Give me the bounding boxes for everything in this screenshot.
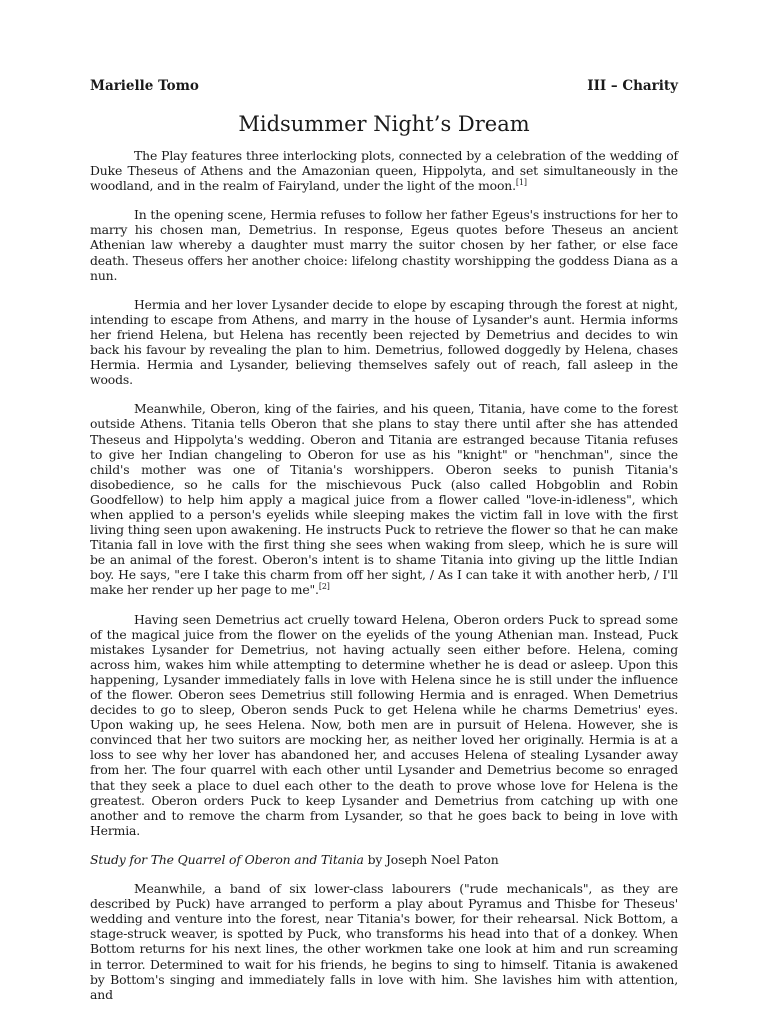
- paragraph: Hermia and her lover Lysander decide to elope by escaping through the forest at night, intending to escape from Athens, and marry in the house of Lysander's aunt. Hermia informs her friend Helena, but Helena has recently been rejected by Demetrius and decides to win back his favour by revealing the plan to him. Demetrius, followed doggedly by Helena, chases Hermia. Hermia and Lysander, believing themselves safely out of reach, fall asleep in the woods.: [90, 296, 678, 388]
- image-caption: [90, 852, 678, 867]
- footnote-ref: [2]: [318, 582, 330, 592]
- footnote-ref: [1]: [515, 178, 527, 188]
- document-title: Midsummer Night’s Dream: [238, 112, 530, 136]
- paragraph: Having seen Demetrius act cruelly toward Helena, Oberon orders Puck to spread some of the magical juice from the flower on the eyelids of the young Athenian man. Instead, Puck mistakes Lysander for Demetrius, not having actually seen either before. Helena, coming across him, wakes him while attempting to determine whether he is dead or asleep. Upon this happening, Lysander immediately falls in love with Helena since he is still under the influence of the flower. Oberon sees Demetrius still following Hermia and is enraged. When Demetrius decides to go to sleep, Oberon sends Puck to get Helena while he charms Demetrius' eyes. Upon waking up, he sees Helena. Now, both men are in pursuit of Helena. However, she is convinced that her two suitors are mocking her, as neither loved her originally. Hermia is at a loss to see why her lover has abandoned her, and accuses Helena of stealing Lysander away from her. The four quarrel with each other until Lysander and Demetrius become so enraged that they seek a place to duel each other to the death to prove whose love for Helena is the greatest. Oberon orders Puck to keep Lysander and Demetrius from catching up with one another and to remove the charm from Lysander, so that he goes back to being in love with Hermia.: [90, 611, 678, 838]
- paragraph: The Play features three interlocking plots, connected by a celebration of the wedding of Duke Theseus of Athens and the Amazonian queen, Hippolyta, and set simultaneously in the woodland, and in the realm of Fairyland, under the light of the moon.[1]: [90, 148, 678, 194]
- page-header: [90, 78, 678, 100]
- author-name: Marielle Tomo: [90, 78, 199, 94]
- caption-credit: by Joseph Noel Paton: [363, 851, 499, 867]
- paragraph: Meanwhile, a band of six lower-class labourers ("rude mechanicals", as they are described by Puck) have arranged to perform a play about Pyramus and Thisbe for Theseus' wedding and venture into the forest, near Titania's bower, for their rehearsal. Nick Bottom, a stage-struck weaver, is spotted by Puck, who transforms his head into that of a donkey. When Bottom returns for his next lines, the other workmen take one look at him and run screaming in terror. Determined to wait for his friends, he begins to sing to himself. Titania is awakened by Bottom's singing and immediately falls in love with him. She lavishes him with attention, and: [90, 881, 678, 1002]
- paragraph: In the opening scene, Hermia refuses to follow her father Egeus's instructions for her to marry his chosen man, Demetrius. In response, Egeus quotes before Theseus an ancient Athenian law whereby a daughter must marry the suitor chosen by her father, or else face death. Theseus offers her another choice: lifelong chastity worshipping the goddess Diana as a nun.: [90, 207, 678, 283]
- section-label: III – Charity: [587, 78, 678, 94]
- caption-title: Study for The Quarrel of Oberon and Titania: [90, 851, 364, 867]
- document-body: [90, 148, 678, 1002]
- paragraph: Meanwhile, Oberon, king of the fairies, and his queen, Titania, have come to the forest outside Athens. Titania tells Oberon that she plans to stay there until after she has attended Theseus and Hippolyta's wedding. Oberon and Titania are estranged because Titania refuses to give her Indian changeling to Oberon for use as his "knight" or "henchman", since the child's mother was one of Titania's worshippers. Oberon seeks to punish Titania's disobedience, so he calls for the mischievous Puck (also called Hobgoblin and Robin Goodfellow) to help him apply a magical juice from a flower called "love-in-idleness", which when applied to a person's eyelids while sleeping makes the victim fall in love with the first living thing seen upon awakening. He instructs Puck to retrieve the flower so that he can make Titania fall in love with the first thing she sees when waking from sleep, which he is sure will be an animal of the forest. Oberon's intent is to shame Titania into giving up the little Indian boy. He says, "ere I take this charm from off her sight, / As I can take it with another herb, / I'll make her render up her page to me".[2]: [90, 401, 678, 598]
